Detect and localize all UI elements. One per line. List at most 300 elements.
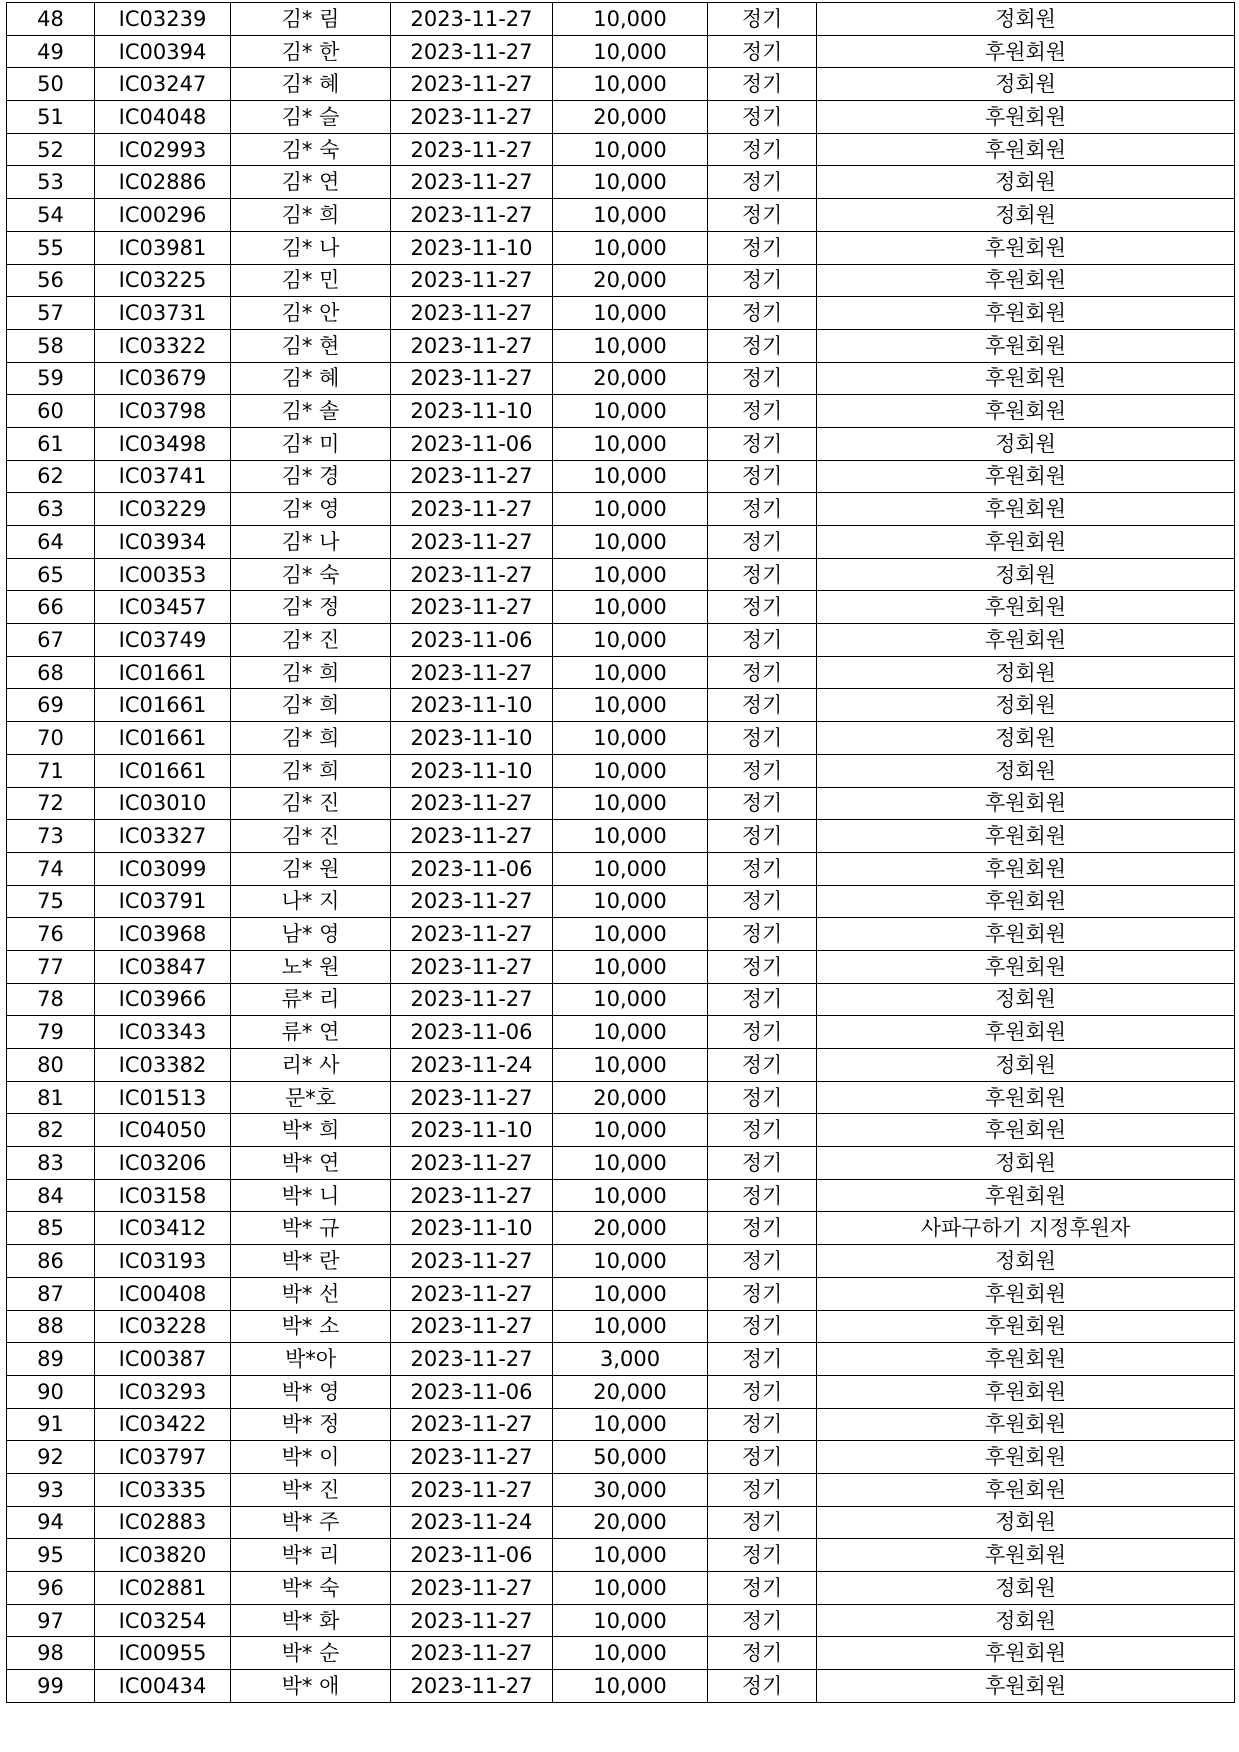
member-id: IC00296 xyxy=(95,199,231,232)
member-category: 후원회원 xyxy=(817,35,1235,68)
payment-type: 정기 xyxy=(708,1343,817,1376)
member-name: 김* 연 xyxy=(231,166,391,199)
table-row xyxy=(7,1539,1235,1572)
payment-type: 정기 xyxy=(708,35,817,68)
member-name: 김* 영 xyxy=(231,493,391,526)
table-row xyxy=(7,1212,1235,1245)
member-category: 후원회원 xyxy=(817,820,1235,853)
payment-date: 2023-11-06 xyxy=(391,624,553,657)
payment-date: 2023-11-06 xyxy=(391,427,553,460)
row-number: 97 xyxy=(7,1604,95,1637)
payment-amount: 10,000 xyxy=(553,133,708,166)
member-id: IC03010 xyxy=(95,787,231,820)
donation-ledger-table xyxy=(6,2,1235,1703)
row-number: 65 xyxy=(7,558,95,591)
payment-date: 2023-11-27 xyxy=(391,526,553,559)
payment-date: 2023-11-27 xyxy=(391,950,553,983)
payment-date: 2023-11-27 xyxy=(391,820,553,853)
member-id: IC03239 xyxy=(95,3,231,36)
table-row xyxy=(7,133,1235,166)
table-row xyxy=(7,1343,1235,1376)
payment-date: 2023-11-10 xyxy=(391,395,553,428)
member-id: IC03322 xyxy=(95,329,231,362)
payment-amount: 20,000 xyxy=(553,1081,708,1114)
payment-type: 정기 xyxy=(708,1081,817,1114)
row-number: 99 xyxy=(7,1670,95,1703)
member-id: IC03968 xyxy=(95,918,231,951)
table-row xyxy=(7,329,1235,362)
payment-type: 정기 xyxy=(708,983,817,1016)
member-category: 사파구하기 지정후원자 xyxy=(817,1212,1235,1245)
member-id: IC02881 xyxy=(95,1572,231,1605)
payment-amount: 50,000 xyxy=(553,1441,708,1474)
payment-type: 정기 xyxy=(708,1375,817,1408)
member-category: 후원회원 xyxy=(817,1473,1235,1506)
member-category: 후원회원 xyxy=(817,1539,1235,1572)
member-id: IC00408 xyxy=(95,1277,231,1310)
row-number: 94 xyxy=(7,1506,95,1539)
member-id: IC03206 xyxy=(95,1147,231,1180)
member-category: 정회원 xyxy=(817,68,1235,101)
member-category: 후원회원 xyxy=(817,1310,1235,1343)
payment-amount: 10,000 xyxy=(553,722,708,755)
member-name: 김* 혜 xyxy=(231,68,391,101)
table-row xyxy=(7,1408,1235,1441)
row-number: 86 xyxy=(7,1245,95,1278)
member-category: 정회원 xyxy=(817,1604,1235,1637)
row-number: 93 xyxy=(7,1473,95,1506)
member-name: 나* 지 xyxy=(231,885,391,918)
payment-amount: 10,000 xyxy=(553,329,708,362)
member-id: IC00353 xyxy=(95,558,231,591)
table-row xyxy=(7,1670,1235,1703)
row-number: 62 xyxy=(7,460,95,493)
member-category: 후원회원 xyxy=(817,1637,1235,1670)
table-row xyxy=(7,1441,1235,1474)
payment-amount: 30,000 xyxy=(553,1473,708,1506)
row-number: 57 xyxy=(7,297,95,330)
payment-type: 정기 xyxy=(708,1212,817,1245)
payment-type: 정기 xyxy=(708,1572,817,1605)
payment-type: 정기 xyxy=(708,624,817,657)
member-name: 김* 숙 xyxy=(231,133,391,166)
member-name: 박* 선 xyxy=(231,1277,391,1310)
payment-amount: 10,000 xyxy=(553,624,708,657)
payment-amount: 20,000 xyxy=(553,1506,708,1539)
payment-type: 정기 xyxy=(708,1604,817,1637)
row-number: 50 xyxy=(7,68,95,101)
payment-type: 정기 xyxy=(708,1637,817,1670)
payment-date: 2023-11-27 xyxy=(391,1604,553,1637)
table-row xyxy=(7,395,1235,428)
payment-amount: 10,000 xyxy=(553,1114,708,1147)
row-number: 81 xyxy=(7,1081,95,1114)
payment-date: 2023-11-27 xyxy=(391,591,553,624)
row-number: 72 xyxy=(7,787,95,820)
member-category: 후원회원 xyxy=(817,493,1235,526)
table-row xyxy=(7,362,1235,395)
row-number: 55 xyxy=(7,231,95,264)
row-number: 70 xyxy=(7,722,95,755)
payment-type: 정기 xyxy=(708,1310,817,1343)
member-id: IC03457 xyxy=(95,591,231,624)
member-id: IC03847 xyxy=(95,950,231,983)
table-row xyxy=(7,1572,1235,1605)
table-row xyxy=(7,918,1235,951)
member-name: 김* 슬 xyxy=(231,101,391,134)
payment-date: 2023-11-27 xyxy=(391,1343,553,1376)
table-row xyxy=(7,460,1235,493)
member-category: 후원회원 xyxy=(817,1408,1235,1441)
table-row xyxy=(7,1179,1235,1212)
row-number: 58 xyxy=(7,329,95,362)
payment-amount: 20,000 xyxy=(553,1212,708,1245)
table-row xyxy=(7,166,1235,199)
payment-amount: 10,000 xyxy=(553,1604,708,1637)
member-id: IC03247 xyxy=(95,68,231,101)
member-id: IC00394 xyxy=(95,35,231,68)
table-row xyxy=(7,1277,1235,1310)
payment-date: 2023-11-10 xyxy=(391,1212,553,1245)
payment-date: 2023-11-27 xyxy=(391,460,553,493)
row-number: 90 xyxy=(7,1375,95,1408)
payment-amount: 20,000 xyxy=(553,362,708,395)
row-number: 78 xyxy=(7,983,95,1016)
member-id: IC03966 xyxy=(95,983,231,1016)
row-number: 91 xyxy=(7,1408,95,1441)
table-row xyxy=(7,1473,1235,1506)
member-name: 김* 안 xyxy=(231,297,391,330)
member-id: IC03981 xyxy=(95,231,231,264)
member-name: 김* 혜 xyxy=(231,362,391,395)
table-row xyxy=(7,787,1235,820)
member-category: 후원회원 xyxy=(817,787,1235,820)
member-category: 정회원 xyxy=(817,754,1235,787)
member-name: 리* 사 xyxy=(231,1049,391,1082)
payment-type: 정기 xyxy=(708,754,817,787)
row-number: 68 xyxy=(7,656,95,689)
member-id: IC03158 xyxy=(95,1179,231,1212)
table-row xyxy=(7,656,1235,689)
row-number: 59 xyxy=(7,362,95,395)
member-id: IC03731 xyxy=(95,297,231,330)
row-number: 51 xyxy=(7,101,95,134)
payment-type: 정기 xyxy=(708,1506,817,1539)
member-name: 박* 영 xyxy=(231,1375,391,1408)
row-number: 89 xyxy=(7,1343,95,1376)
payment-date: 2023-11-10 xyxy=(391,754,553,787)
payment-type: 정기 xyxy=(708,427,817,460)
payment-type: 정기 xyxy=(708,918,817,951)
member-id: IC00387 xyxy=(95,1343,231,1376)
table-row xyxy=(7,297,1235,330)
row-number: 64 xyxy=(7,526,95,559)
table-row xyxy=(7,199,1235,232)
table-row xyxy=(7,231,1235,264)
payment-date: 2023-11-27 xyxy=(391,101,553,134)
payment-type: 정기 xyxy=(708,68,817,101)
row-number: 56 xyxy=(7,264,95,297)
row-number: 74 xyxy=(7,852,95,885)
row-number: 76 xyxy=(7,918,95,951)
payment-date: 2023-11-06 xyxy=(391,1016,553,1049)
payment-amount: 10,000 xyxy=(553,1670,708,1703)
payment-date: 2023-11-27 xyxy=(391,1441,553,1474)
member-id: IC01513 xyxy=(95,1081,231,1114)
member-id: IC03193 xyxy=(95,1245,231,1278)
member-category: 후원회원 xyxy=(817,918,1235,951)
table-row xyxy=(7,624,1235,657)
member-category: 후원회원 xyxy=(817,264,1235,297)
member-category: 후원회원 xyxy=(817,1179,1235,1212)
member-name: 박* 규 xyxy=(231,1212,391,1245)
payment-amount: 10,000 xyxy=(553,1016,708,1049)
table-row xyxy=(7,1637,1235,1670)
payment-amount: 10,000 xyxy=(553,1408,708,1441)
payment-amount: 20,000 xyxy=(553,264,708,297)
member-id: IC03099 xyxy=(95,852,231,885)
row-number: 88 xyxy=(7,1310,95,1343)
payment-date: 2023-11-27 xyxy=(391,362,553,395)
payment-amount: 10,000 xyxy=(553,199,708,232)
member-category: 정회원 xyxy=(817,1572,1235,1605)
payment-date: 2023-11-27 xyxy=(391,885,553,918)
payment-type: 정기 xyxy=(708,133,817,166)
member-name: 박* 순 xyxy=(231,1637,391,1670)
member-category: 후원회원 xyxy=(817,624,1235,657)
member-name: 김* 희 xyxy=(231,656,391,689)
member-category: 후원회원 xyxy=(817,1375,1235,1408)
row-number: 77 xyxy=(7,950,95,983)
row-number: 54 xyxy=(7,199,95,232)
payment-type: 정기 xyxy=(708,1473,817,1506)
payment-type: 정기 xyxy=(708,1539,817,1572)
member-id: IC01661 xyxy=(95,689,231,722)
payment-amount: 10,000 xyxy=(553,493,708,526)
payment-date: 2023-11-27 xyxy=(391,558,553,591)
row-number: 69 xyxy=(7,689,95,722)
member-id: IC03791 xyxy=(95,885,231,918)
payment-date: 2023-11-10 xyxy=(391,689,553,722)
member-category: 정회원 xyxy=(817,983,1235,1016)
row-number: 67 xyxy=(7,624,95,657)
member-category: 정회원 xyxy=(817,656,1235,689)
payment-type: 정기 xyxy=(708,1670,817,1703)
member-category: 후원회원 xyxy=(817,1277,1235,1310)
payment-amount: 10,000 xyxy=(553,950,708,983)
payment-type: 정기 xyxy=(708,3,817,36)
member-category: 정회원 xyxy=(817,1245,1235,1278)
table-row xyxy=(7,1310,1235,1343)
member-category: 후원회원 xyxy=(817,852,1235,885)
row-number: 61 xyxy=(7,427,95,460)
member-id: IC02883 xyxy=(95,1506,231,1539)
member-id: IC03254 xyxy=(95,1604,231,1637)
payment-date: 2023-11-24 xyxy=(391,1506,553,1539)
payment-type: 정기 xyxy=(708,264,817,297)
payment-type: 정기 xyxy=(708,362,817,395)
member-id: IC03382 xyxy=(95,1049,231,1082)
row-number: 71 xyxy=(7,754,95,787)
row-number: 79 xyxy=(7,1016,95,1049)
member-name: 김* 솔 xyxy=(231,395,391,428)
member-category: 정회원 xyxy=(817,427,1235,460)
payment-date: 2023-11-27 xyxy=(391,983,553,1016)
member-id: IC03498 xyxy=(95,427,231,460)
member-category: 후원회원 xyxy=(817,1343,1235,1376)
member-name: 김* 나 xyxy=(231,526,391,559)
payment-amount: 10,000 xyxy=(553,787,708,820)
row-number: 95 xyxy=(7,1539,95,1572)
row-number: 83 xyxy=(7,1147,95,1180)
payment-type: 정기 xyxy=(708,820,817,853)
member-id: IC03229 xyxy=(95,493,231,526)
payment-amount: 10,000 xyxy=(553,1310,708,1343)
member-id: IC03749 xyxy=(95,624,231,657)
payment-type: 정기 xyxy=(708,689,817,722)
member-name: 김* 현 xyxy=(231,329,391,362)
payment-date: 2023-11-27 xyxy=(391,1147,553,1180)
payment-date: 2023-11-27 xyxy=(391,1572,553,1605)
payment-date: 2023-11-27 xyxy=(391,166,553,199)
member-id: IC02886 xyxy=(95,166,231,199)
member-category: 정회원 xyxy=(817,1049,1235,1082)
member-name: 박* 란 xyxy=(231,1245,391,1278)
member-name: 김* 원 xyxy=(231,852,391,885)
member-name: 박* 희 xyxy=(231,1114,391,1147)
member-name: 김* 림 xyxy=(231,3,391,36)
member-id: IC02993 xyxy=(95,133,231,166)
member-name: 류* 연 xyxy=(231,1016,391,1049)
table-row xyxy=(7,526,1235,559)
payment-amount: 10,000 xyxy=(553,3,708,36)
payment-type: 정기 xyxy=(708,787,817,820)
member-name: 김* 나 xyxy=(231,231,391,264)
payment-type: 정기 xyxy=(708,885,817,918)
payment-date: 2023-11-10 xyxy=(391,1114,553,1147)
payment-amount: 10,000 xyxy=(553,820,708,853)
payment-amount: 20,000 xyxy=(553,1375,708,1408)
payment-type: 정기 xyxy=(708,166,817,199)
member-category: 정회원 xyxy=(817,1147,1235,1180)
payment-date: 2023-11-27 xyxy=(391,1670,553,1703)
payment-type: 정기 xyxy=(708,1179,817,1212)
member-name: 박* 화 xyxy=(231,1604,391,1637)
member-name: 김* 진 xyxy=(231,787,391,820)
member-name: 김* 정 xyxy=(231,591,391,624)
member-id: IC03741 xyxy=(95,460,231,493)
payment-type: 정기 xyxy=(708,1441,817,1474)
member-id: IC03797 xyxy=(95,1441,231,1474)
table-row xyxy=(7,1375,1235,1408)
member-category: 정회원 xyxy=(817,689,1235,722)
payment-type: 정기 xyxy=(708,395,817,428)
payment-type: 정기 xyxy=(708,1114,817,1147)
payment-type: 정기 xyxy=(708,1049,817,1082)
payment-amount: 10,000 xyxy=(553,754,708,787)
table-row xyxy=(7,754,1235,787)
payment-amount: 10,000 xyxy=(553,656,708,689)
payment-amount: 10,000 xyxy=(553,166,708,199)
payment-date: 2023-11-27 xyxy=(391,656,553,689)
member-name: 박* 연 xyxy=(231,1147,391,1180)
member-category: 후원회원 xyxy=(817,1114,1235,1147)
table-row xyxy=(7,950,1235,983)
member-category: 후원회원 xyxy=(817,362,1235,395)
member-category: 후원회원 xyxy=(817,591,1235,624)
payment-amount: 10,000 xyxy=(553,591,708,624)
member-id: IC03798 xyxy=(95,395,231,428)
member-category: 후원회원 xyxy=(817,329,1235,362)
payment-date: 2023-11-27 xyxy=(391,1473,553,1506)
payment-amount: 10,000 xyxy=(553,1539,708,1572)
payment-type: 정기 xyxy=(708,722,817,755)
payment-type: 정기 xyxy=(708,1016,817,1049)
payment-amount: 10,000 xyxy=(553,68,708,101)
member-name: 박* 리 xyxy=(231,1539,391,1572)
payment-amount: 10,000 xyxy=(553,35,708,68)
member-id: IC03225 xyxy=(95,264,231,297)
table-row xyxy=(7,1147,1235,1180)
row-number: 84 xyxy=(7,1179,95,1212)
payment-type: 정기 xyxy=(708,329,817,362)
table-row xyxy=(7,1114,1235,1147)
member-name: 박* 주 xyxy=(231,1506,391,1539)
table-row xyxy=(7,68,1235,101)
payment-amount: 10,000 xyxy=(553,918,708,951)
payment-amount: 10,000 xyxy=(553,558,708,591)
table-row xyxy=(7,35,1235,68)
member-category: 후원회원 xyxy=(817,101,1235,134)
member-name: 김* 민 xyxy=(231,264,391,297)
member-name: 류* 리 xyxy=(231,983,391,1016)
table-row xyxy=(7,1081,1235,1114)
payment-date: 2023-11-27 xyxy=(391,1081,553,1114)
payment-type: 정기 xyxy=(708,199,817,232)
member-name: 박*아 xyxy=(231,1343,391,1376)
member-name: 박* 니 xyxy=(231,1179,391,1212)
row-number: 66 xyxy=(7,591,95,624)
table-row xyxy=(7,493,1235,526)
member-name: 김* 한 xyxy=(231,35,391,68)
payment-date: 2023-11-06 xyxy=(391,852,553,885)
member-id: IC01661 xyxy=(95,722,231,755)
payment-date: 2023-11-27 xyxy=(391,1408,553,1441)
member-category: 후원회원 xyxy=(817,133,1235,166)
member-name: 박* 소 xyxy=(231,1310,391,1343)
payment-date: 2023-11-27 xyxy=(391,918,553,951)
payment-amount: 10,000 xyxy=(553,1637,708,1670)
payment-type: 정기 xyxy=(708,526,817,559)
payment-amount: 10,000 xyxy=(553,689,708,722)
member-name: 노* 원 xyxy=(231,950,391,983)
table-row xyxy=(7,1245,1235,1278)
payment-date: 2023-11-27 xyxy=(391,1245,553,1278)
payment-date: 2023-11-27 xyxy=(391,35,553,68)
member-category: 후원회원 xyxy=(817,1081,1235,1114)
payment-date: 2023-11-06 xyxy=(391,1375,553,1408)
payment-date: 2023-11-10 xyxy=(391,231,553,264)
row-number: 73 xyxy=(7,820,95,853)
member-category: 후원회원 xyxy=(817,460,1235,493)
table-row xyxy=(7,427,1235,460)
row-number: 63 xyxy=(7,493,95,526)
member-id: IC03335 xyxy=(95,1473,231,1506)
member-name: 박* 정 xyxy=(231,1408,391,1441)
payment-date: 2023-11-06 xyxy=(391,1539,553,1572)
table-row xyxy=(7,591,1235,624)
member-category: 정회원 xyxy=(817,3,1235,36)
